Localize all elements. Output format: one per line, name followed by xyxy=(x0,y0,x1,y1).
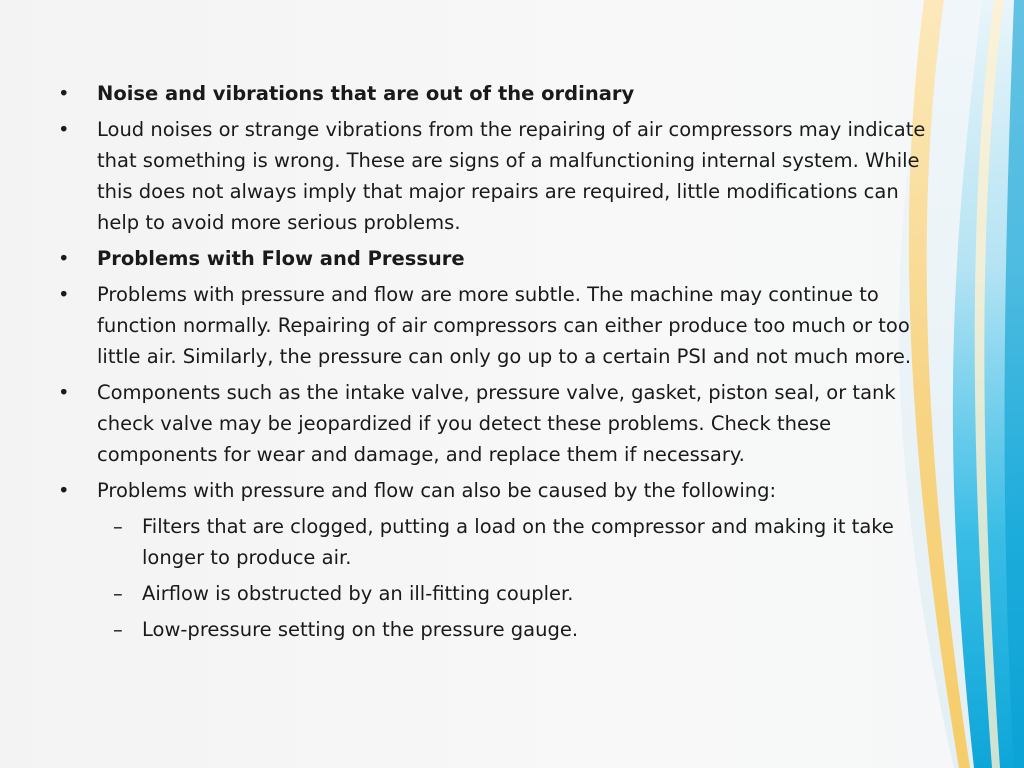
bullet-marker: • xyxy=(58,283,70,306)
paragraph-noise-vibrations: Loud noises or strange vibrations from the repairing of air compressors may indicate that something is wrong. These are signs of a malfunctioning internal system. While this does not always imply that major repairs are required, little modifications can help to avoid more serious problems. xyxy=(97,118,926,234)
cause-coupler: Airflow is obstructed by an ill-fitting coupler. xyxy=(142,582,574,605)
heading-noise-vibrations: Noise and vibrations that are out of the ordinary xyxy=(97,82,635,105)
dash-marker: – xyxy=(113,618,123,641)
cause-low-pressure-setting: Low-pressure setting on the pressure gauge. xyxy=(142,618,579,641)
bullet-marker: • xyxy=(58,118,70,141)
bullet-marker: • xyxy=(58,247,70,270)
sub-list-item xyxy=(56,614,946,645)
paragraph-components: Components such as the intake valve, pressure valve, gasket, piston seal, or tank check valve may be jeopardized if you detect these problems. Check these components for wear and damage, and replace them if necessary. xyxy=(97,381,896,466)
list-item xyxy=(56,243,946,274)
dash-marker: – xyxy=(113,582,123,605)
list-item xyxy=(56,78,946,109)
cause-clogged-filters: Filters that are clogged, putting a load on the compressor and making it take longer to produce air. xyxy=(142,515,894,569)
bullet-marker: • xyxy=(58,82,70,105)
bullet-marker: • xyxy=(58,479,70,502)
list-item xyxy=(56,114,946,238)
list-item xyxy=(56,279,946,372)
bullet-marker: • xyxy=(58,381,70,404)
paragraph-causes-intro: Problems with pressure and flow can also be caused by the following: xyxy=(97,479,777,502)
list-item xyxy=(56,377,946,470)
sub-list-item xyxy=(56,511,946,573)
sub-list-item xyxy=(56,578,946,609)
bullet-list xyxy=(56,78,946,650)
heading-flow-pressure: Problems with Flow and Pressure xyxy=(97,247,465,270)
dash-marker: – xyxy=(113,515,123,538)
paragraph-flow-pressure: Problems with pressure and flow are more subtle. The machine may continue to function normally. Repairing of air compressors can either produce too much or too little air. Similarly, the pressure can only go up to a certain PSI and not much more. xyxy=(97,283,912,368)
list-item xyxy=(56,475,946,506)
